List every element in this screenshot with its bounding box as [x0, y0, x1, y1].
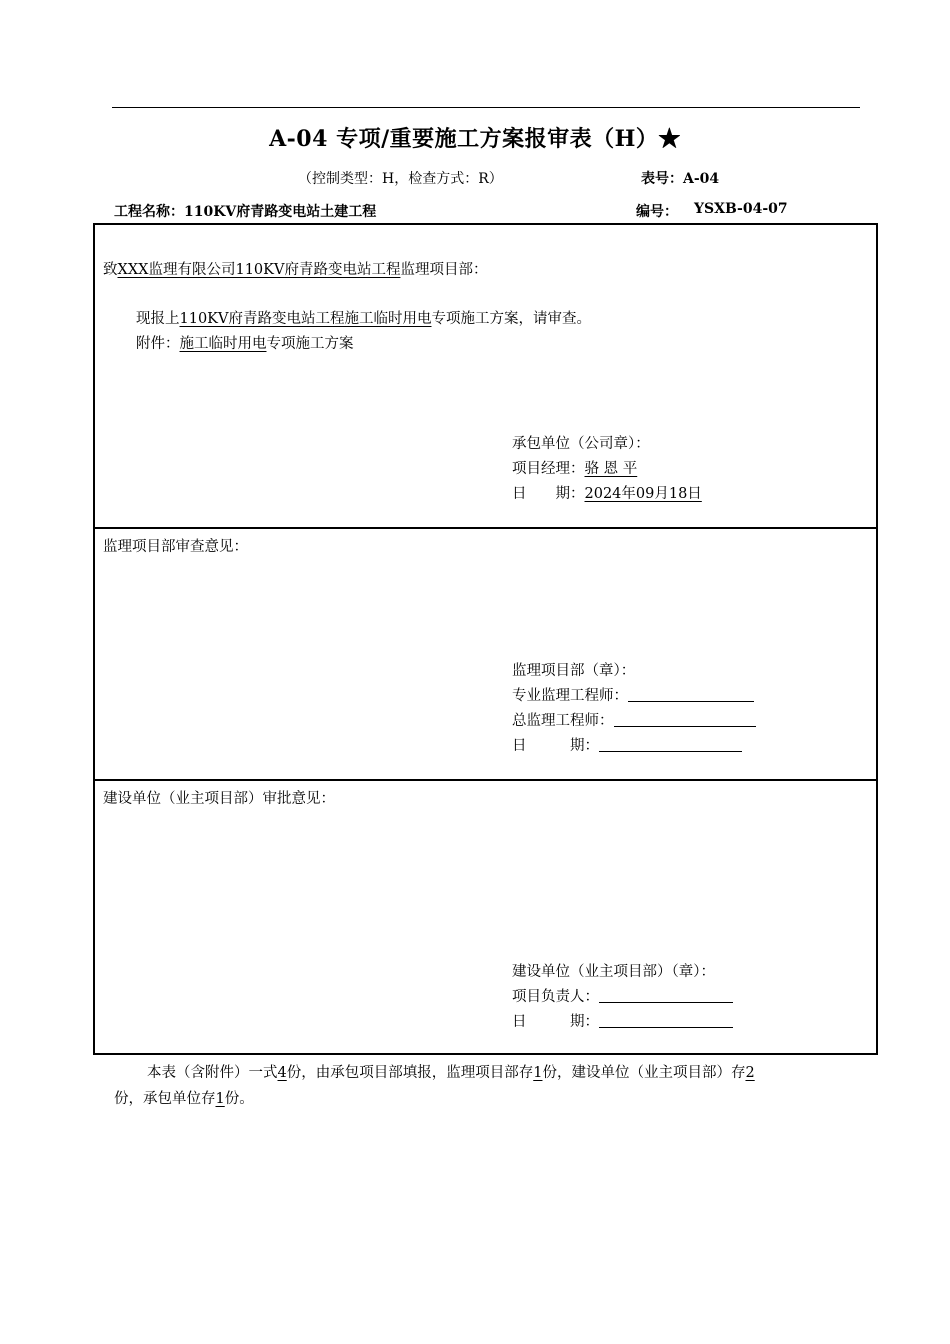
attachment-suffix: 专项施工方案	[266, 336, 354, 352]
section-divider-2	[93, 779, 878, 781]
supervision-date-line	[512, 734, 742, 755]
addressee-suffix: 监理项目部：	[400, 262, 488, 278]
report-suffix: 专项施工方案，请审查。	[431, 311, 591, 327]
supervision-seal-label: 监理项目部（章）：	[512, 663, 636, 679]
supervision-date-label: 日 期：	[512, 738, 599, 754]
footer-text: 份，承包单位存	[114, 1091, 216, 1107]
serial-label: 编号：	[636, 204, 678, 220]
page-title: A-04 专项/重要施工方案报审表（H）★	[269, 126, 681, 152]
project-name: 工程名称：110KV府青路变电站土建工程	[114, 204, 377, 220]
footer-text: 份，建设单位（业主项目部）存	[542, 1065, 746, 1081]
report-subject: 110KV府青路变电站工程施工临时用电	[179, 311, 432, 327]
serial-number: YSXB-04-07	[694, 201, 788, 217]
addressee-line	[103, 258, 487, 279]
supervision-review-heading: 监理项目部审查意见：	[103, 539, 248, 555]
control-type: （控制类型：H，检查方式：R）	[298, 171, 503, 187]
report-line	[136, 307, 591, 328]
copies-contractor: 1	[215, 1091, 225, 1107]
copies-owner: 2	[745, 1065, 755, 1081]
addressee-name: XXX监理有限公司110KV府青路变电站工程	[117, 262, 401, 278]
chief-engineer-field[interactable]	[614, 712, 756, 727]
chief-engineer-label: 总监理工程师：	[512, 713, 614, 729]
specialist-engineer-line	[512, 684, 754, 705]
attachment-line	[136, 332, 354, 353]
project-leader-field[interactable]	[599, 988, 733, 1003]
submit-date-value: 2024年09月18日	[584, 486, 702, 502]
footer-text: 份。	[224, 1091, 254, 1107]
copies-supervision: 1	[533, 1065, 543, 1081]
section-divider-1	[93, 527, 878, 529]
footer-text: 份，由承包项目部填报，监理项目部存	[286, 1065, 534, 1081]
footer-text: 本表（含附件）一式	[147, 1065, 278, 1081]
attachment-prefix: 附件：	[136, 336, 180, 352]
owner-approval-heading: 建设单位（业主项目部）审批意见：	[103, 791, 335, 807]
project-leader-line	[512, 985, 733, 1006]
specialist-engineer-label: 专业监理工程师：	[512, 688, 628, 704]
footer-note-line-2	[114, 1087, 254, 1108]
submit-date-label: 日 期：	[512, 486, 585, 502]
header-rule	[112, 107, 860, 108]
supervision-date-field[interactable]	[599, 737, 742, 752]
chief-engineer-line	[512, 709, 756, 730]
owner-date-field[interactable]	[599, 1013, 733, 1028]
owner-date-label: 日 期：	[512, 1014, 599, 1030]
project-leader-label: 项目负责人：	[512, 989, 599, 1005]
project-manager-line	[512, 457, 637, 478]
owner-date-line	[512, 1010, 733, 1031]
project-manager-name: 骆 恩 平	[584, 461, 638, 477]
project-manager-label: 项目经理：	[512, 461, 585, 477]
submit-date-line	[512, 482, 702, 503]
contractor-seal-label: 承包单位（公司章）：	[512, 436, 650, 452]
attachment-name: 施工临时用电	[179, 336, 267, 352]
owner-seal-label: 建设单位（业主项目部）（章）：	[512, 964, 715, 980]
copies-total: 4	[277, 1065, 287, 1081]
form-number: 表号：A-04	[641, 171, 720, 187]
specialist-engineer-field[interactable]	[628, 687, 754, 702]
addressee-prefix: 致	[103, 262, 118, 278]
report-prefix: 现报上	[136, 311, 180, 327]
footer-note-line-1	[147, 1061, 755, 1082]
